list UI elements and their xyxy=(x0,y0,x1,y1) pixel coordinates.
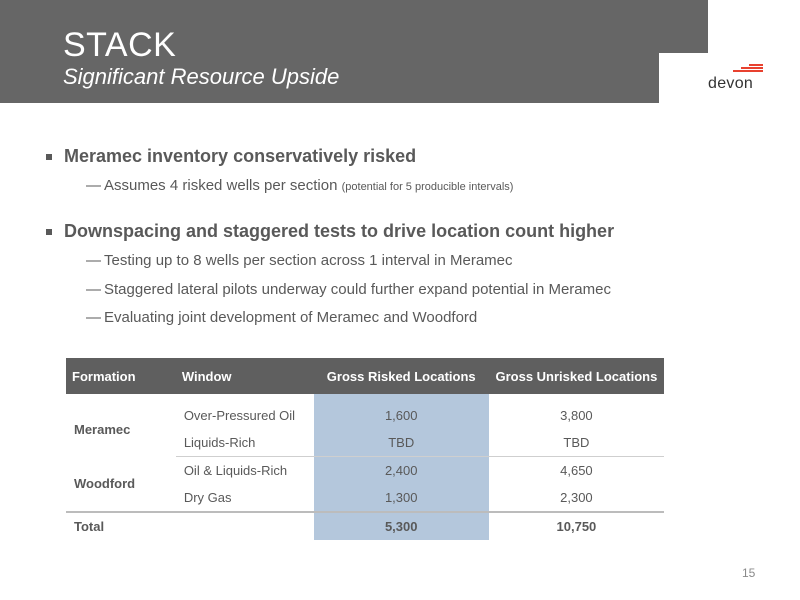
locations-table xyxy=(66,358,664,540)
risked-cell: 1,300 xyxy=(314,484,489,512)
column-header: Gross Risked Locations xyxy=(314,358,489,394)
sub-bullet-note: (potential for 5 producible intervals) xyxy=(341,181,514,193)
page-title: STACK xyxy=(63,26,177,64)
unrisked-cell: 4,650 xyxy=(560,463,593,478)
total-window-cell xyxy=(176,512,314,540)
square-bullet-icon xyxy=(46,229,52,235)
dash-icon: — xyxy=(86,252,101,269)
window-cell: Over-Pressured Oil xyxy=(183,408,296,423)
sub-bullet xyxy=(86,252,513,269)
dash-icon: — xyxy=(86,177,101,194)
bullet-text: Meramec inventory conservatively risked xyxy=(64,146,417,166)
table-row xyxy=(66,457,664,485)
window-cell: Oil & Liquids-Rich xyxy=(183,463,288,478)
table-header-row xyxy=(66,358,664,394)
column-header: Gross Unrisked Locations xyxy=(489,358,664,394)
sub-bullet-text: Evaluating joint development of Meramec and Woodford xyxy=(104,309,478,326)
table-row xyxy=(66,402,664,429)
formation-cell: Woodford xyxy=(74,476,136,492)
total-risked-cell: 5,300 xyxy=(314,512,489,540)
total-unrisked-cell: 10,750 xyxy=(489,512,664,540)
formation-cell: Meramec xyxy=(74,421,131,437)
column-header: Window xyxy=(176,358,314,394)
bullet-text: Downspacing and staggered tests to drive location count higher xyxy=(64,221,615,241)
page-subtitle: Significant Resource Upside xyxy=(63,64,340,89)
dash-icon: — xyxy=(86,281,101,298)
sub-bullet xyxy=(86,281,611,298)
risked-cell: 2,400 xyxy=(314,457,489,485)
page-number: 15 xyxy=(742,566,756,580)
dash-icon: — xyxy=(86,309,101,326)
sub-bullet-text: Staggered lateral pilots underway could further expand potential in Meramec xyxy=(104,281,611,298)
sub-bullet xyxy=(86,177,513,194)
sub-bullet-text: Testing up to 8 wells per section across 1 interval in Meramec xyxy=(104,252,513,269)
window-cell: Liquids-Rich xyxy=(176,429,314,457)
square-bullet-icon xyxy=(46,154,52,160)
unrisked-cell: 2,300 xyxy=(560,490,593,505)
logo-text: devon xyxy=(708,75,754,92)
window-cell: Dry Gas xyxy=(183,490,232,505)
total-row xyxy=(66,512,664,540)
sub-bullet-text: Assumes 4 risked wells per section xyxy=(104,177,338,194)
total-label: Total xyxy=(66,512,176,540)
risked-cell: TBD xyxy=(314,429,489,457)
unrisked-cell: 3,800 xyxy=(560,408,593,423)
sub-bullet xyxy=(86,309,477,326)
risked-cell: 1,600 xyxy=(314,402,489,429)
unrisked-cell: TBD xyxy=(489,429,664,457)
column-header: Formation xyxy=(66,358,176,394)
spacer-row xyxy=(66,394,664,402)
